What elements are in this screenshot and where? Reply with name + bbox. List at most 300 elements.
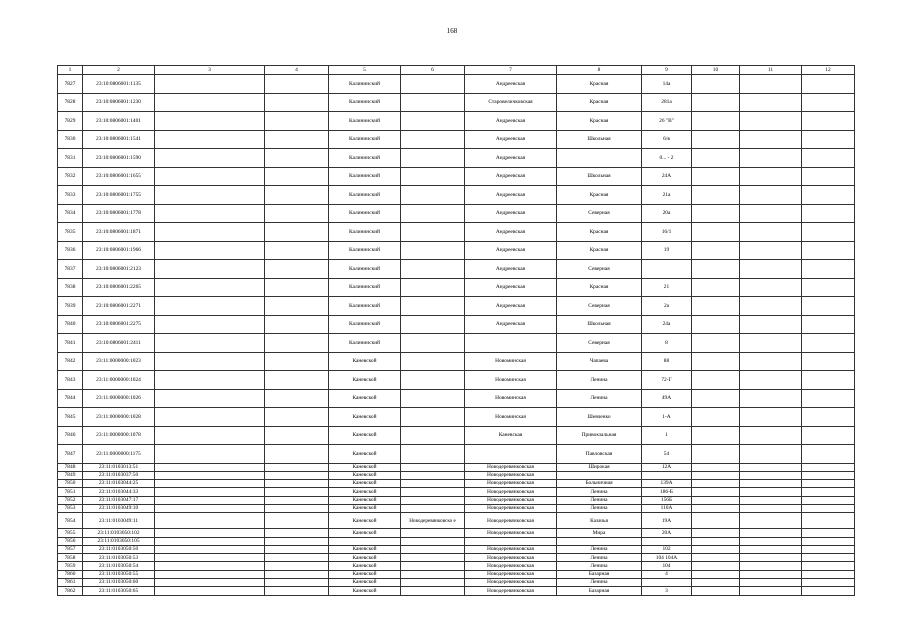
table-row	[58, 75, 855, 94]
cadastral-number: 23:10:0806001:2271	[83, 297, 155, 316]
street-cell	[557, 537, 642, 545]
district-cell: Каневской	[329, 570, 401, 578]
col12-cell	[802, 445, 855, 464]
house-number-cell	[642, 537, 692, 545]
settlement-cell	[465, 537, 557, 545]
col6-cell	[401, 167, 465, 186]
col4-cell	[265, 186, 329, 205]
col6-cell	[401, 445, 465, 464]
row-number: 7859	[58, 562, 83, 570]
house-number-cell	[642, 471, 692, 479]
house-number-cell: 54	[642, 445, 692, 464]
house-number-cell: 16/1	[642, 223, 692, 242]
row-number: 7854	[58, 513, 83, 529]
settlement-cell: Новодеревянковская	[465, 496, 557, 504]
col12-cell	[802, 537, 855, 545]
col10-cell	[692, 488, 740, 496]
house-number-cell: 24а	[642, 315, 692, 334]
settlement-cell: Андреевская	[465, 241, 557, 260]
registry-table	[57, 65, 855, 596]
district-cell: Калининский	[329, 315, 401, 334]
col12-cell	[802, 315, 855, 334]
cadastral-number: 23:11:0103044:33	[83, 488, 155, 496]
col3-cell	[155, 371, 265, 390]
district-cell: Каневской	[329, 513, 401, 529]
row-number: 7853	[58, 504, 83, 512]
settlement-cell: Андреевская	[465, 315, 557, 334]
col11-cell	[740, 587, 802, 595]
table-row	[58, 463, 855, 471]
table-row	[58, 260, 855, 279]
street-cell: Ленина	[557, 562, 642, 570]
col10-cell	[692, 545, 740, 553]
row-number: 7840	[58, 315, 83, 334]
district-cell: Каневской	[329, 426, 401, 445]
col11-cell	[740, 186, 802, 205]
table-row	[58, 545, 855, 553]
col6-cell	[401, 352, 465, 371]
house-number-cell	[642, 260, 692, 279]
district-cell: Каневской	[329, 529, 401, 537]
table-row	[58, 513, 855, 529]
settlement-cell: Андреевская	[465, 278, 557, 297]
table-row	[58, 241, 855, 260]
col12-cell	[802, 562, 855, 570]
settlement-cell	[465, 334, 557, 353]
col12-cell	[802, 570, 855, 578]
table-row	[58, 315, 855, 334]
district-cell: Каневской	[329, 496, 401, 504]
settlement-cell: Новодеревянковская	[465, 504, 557, 512]
col12-cell	[802, 389, 855, 408]
district-cell: Каневской	[329, 371, 401, 390]
settlement-cell: Андреевская	[465, 297, 557, 316]
district-cell	[329, 537, 401, 545]
row-number: 7860	[58, 570, 83, 578]
cadastral-number: 23:11:0000000:1024	[83, 371, 155, 390]
col6-cell	[401, 93, 465, 112]
col12-cell	[802, 204, 855, 223]
col11-cell	[740, 223, 802, 242]
street-cell: Школьная	[557, 167, 642, 186]
house-number-cell: 12А	[642, 463, 692, 471]
district-cell: Каневской	[329, 463, 401, 471]
col10-cell	[692, 537, 740, 545]
col12-cell	[802, 579, 855, 587]
row-number: 7837	[58, 260, 83, 279]
table-row	[58, 93, 855, 112]
col10-cell	[692, 278, 740, 297]
col10-cell	[692, 529, 740, 537]
cadastral-number: 23:10:0806001:2411	[83, 334, 155, 353]
col12-cell	[802, 587, 855, 595]
district-cell: Калининский	[329, 241, 401, 260]
row-number: 7832	[58, 167, 83, 186]
street-cell: Широкая	[557, 463, 642, 471]
district-cell: Каневской	[329, 562, 401, 570]
row-number: 7857	[58, 545, 83, 553]
col3-cell	[155, 112, 265, 131]
col4-cell	[265, 241, 329, 260]
district-cell: Калининский	[329, 204, 401, 223]
col3-cell	[155, 579, 265, 587]
col4-cell	[265, 579, 329, 587]
street-cell: Мира	[557, 529, 642, 537]
col4-cell	[265, 554, 329, 562]
col11-cell	[740, 496, 802, 504]
settlement-cell: Андреевская	[465, 75, 557, 94]
house-number-cell: 104	[642, 562, 692, 570]
col6-cell	[401, 260, 465, 279]
street-cell: Павловская	[557, 445, 642, 464]
district-cell: Калининский	[329, 149, 401, 168]
col4-cell	[265, 513, 329, 529]
row-number: 7845	[58, 408, 83, 427]
district-cell: Каневской	[329, 480, 401, 488]
col6-cell	[401, 223, 465, 242]
col12-cell	[802, 545, 855, 553]
settlement-cell: Новодеревянковская	[465, 570, 557, 578]
district-cell: Калининский	[329, 297, 401, 316]
header-row	[58, 66, 855, 75]
header-cell: 3	[155, 66, 265, 75]
house-number-cell: 0... - 2	[642, 149, 692, 168]
settlement-cell: Новодеревянковская	[465, 488, 557, 496]
street-cell: Школьная	[557, 130, 642, 149]
settlement-cell: Новоминская	[465, 352, 557, 371]
street-cell: Ленина	[557, 579, 642, 587]
table-row	[58, 496, 855, 504]
col6-cell	[401, 545, 465, 553]
col11-cell	[740, 167, 802, 186]
house-number-cell: 2а	[642, 297, 692, 316]
col6-cell	[401, 149, 465, 168]
col4-cell	[265, 149, 329, 168]
district-cell: Каневской	[329, 554, 401, 562]
header-cell: 10	[692, 66, 740, 75]
col3-cell	[155, 278, 265, 297]
col6-cell	[401, 426, 465, 445]
col4-cell	[265, 278, 329, 297]
col12-cell	[802, 504, 855, 512]
header-cell: 11	[740, 66, 802, 75]
col3-cell	[155, 488, 265, 496]
col11-cell	[740, 315, 802, 334]
district-cell: Калининский	[329, 75, 401, 94]
cadastral-number: 23:11:0103047:17	[83, 496, 155, 504]
row-number: 7848	[58, 463, 83, 471]
col4-cell	[265, 545, 329, 553]
street-cell	[557, 149, 642, 168]
col10-cell	[692, 471, 740, 479]
col4-cell	[265, 112, 329, 131]
col4-cell	[265, 529, 329, 537]
cadastral-number: 23:11:0103050:54	[83, 562, 155, 570]
table-row	[58, 579, 855, 587]
street-cell: Ленина	[557, 371, 642, 390]
col6-cell	[401, 75, 465, 94]
col4-cell	[265, 570, 329, 578]
col10-cell	[692, 223, 740, 242]
col6-cell	[401, 537, 465, 545]
col12-cell	[802, 513, 855, 529]
table-row	[58, 371, 855, 390]
street-cell: Базарная	[557, 587, 642, 595]
col11-cell	[740, 297, 802, 316]
cadastral-number: 23:11:0000000:1026	[83, 389, 155, 408]
col11-cell	[740, 529, 802, 537]
col6-cell	[401, 570, 465, 578]
row-number: 7843	[58, 371, 83, 390]
col6-cell	[401, 389, 465, 408]
table-row	[58, 112, 855, 131]
settlement-cell: Новоминская	[465, 371, 557, 390]
cadastral-number: 23:11:0103013:51	[83, 463, 155, 471]
street-cell: Красная	[557, 93, 642, 112]
page-number: 168	[446, 27, 458, 35]
col10-cell	[692, 260, 740, 279]
col11-cell	[740, 260, 802, 279]
col3-cell	[155, 223, 265, 242]
col12-cell	[802, 371, 855, 390]
table-row	[58, 223, 855, 242]
col6-cell	[401, 471, 465, 479]
col3-cell	[155, 167, 265, 186]
street-cell: Чапаева	[557, 352, 642, 371]
table-row	[58, 426, 855, 445]
settlement-cell: Старовеличковская	[465, 93, 557, 112]
cadastral-number: 23:11:0103037:50	[83, 471, 155, 479]
district-cell: Каневской	[329, 408, 401, 427]
table-row	[58, 278, 855, 297]
row-number: 7851	[58, 488, 83, 496]
col11-cell	[740, 112, 802, 131]
header-cell: 5	[329, 66, 401, 75]
settlement-cell: Новоминская	[465, 408, 557, 427]
settlement-cell: Андреевская	[465, 149, 557, 168]
street-cell: Красная	[557, 186, 642, 205]
header-cell: 9	[642, 66, 692, 75]
cadastral-number: 23:11:0103050:65	[83, 587, 155, 595]
col6-cell	[401, 186, 465, 205]
col11-cell	[740, 480, 802, 488]
col6-cell	[401, 562, 465, 570]
col11-cell	[740, 545, 802, 553]
col10-cell	[692, 75, 740, 94]
col12-cell	[802, 408, 855, 427]
col4-cell	[265, 223, 329, 242]
col10-cell	[692, 130, 740, 149]
house-number-cell: 139А	[642, 480, 692, 488]
district-cell: Каневской	[329, 587, 401, 595]
house-number-cell: 186-Б	[642, 488, 692, 496]
col10-cell	[692, 513, 740, 529]
col6-cell	[401, 315, 465, 334]
col10-cell	[692, 149, 740, 168]
cadastral-number: 23:11:0103050:53	[83, 554, 155, 562]
table-row	[58, 471, 855, 479]
district-cell: Калининский	[329, 186, 401, 205]
district-cell: Калининский	[329, 167, 401, 186]
cadastral-number: 23:11:0103049:11	[83, 513, 155, 529]
row-number: 7831	[58, 149, 83, 168]
header-cell: 7	[465, 66, 557, 75]
col3-cell	[155, 389, 265, 408]
settlement-cell: Новодеревянковская	[465, 587, 557, 595]
row-number: 7830	[58, 130, 83, 149]
row-number: 7846	[58, 426, 83, 445]
col12-cell	[802, 334, 855, 353]
col12-cell	[802, 186, 855, 205]
table-row	[58, 504, 855, 512]
cadastral-number: 23:10:0806001:1401	[83, 112, 155, 131]
col6-cell	[401, 529, 465, 537]
col4-cell	[265, 537, 329, 545]
cadastral-number: 23:11:0103050:102	[83, 529, 155, 537]
header-cell: 4	[265, 66, 329, 75]
col12-cell	[802, 130, 855, 149]
table-row	[58, 445, 855, 464]
col4-cell	[265, 167, 329, 186]
col3-cell	[155, 504, 265, 512]
col4-cell	[265, 204, 329, 223]
street-cell: Северная	[557, 260, 642, 279]
col3-cell	[155, 529, 265, 537]
col10-cell	[692, 463, 740, 471]
col4-cell	[265, 315, 329, 334]
settlement-cell: Новодеревянковская	[465, 480, 557, 488]
house-number-cell: 19	[642, 241, 692, 260]
col4-cell	[265, 371, 329, 390]
cadastral-number: 23:10:0806001:1590	[83, 149, 155, 168]
col12-cell	[802, 426, 855, 445]
col12-cell	[802, 241, 855, 260]
row-number: 7829	[58, 112, 83, 131]
table-row	[58, 149, 855, 168]
col10-cell	[692, 504, 740, 512]
col3-cell	[155, 93, 265, 112]
col4-cell	[265, 426, 329, 445]
col10-cell	[692, 297, 740, 316]
col4-cell	[265, 587, 329, 595]
settlement-cell: Каневская	[465, 426, 557, 445]
street-cell: Красная	[557, 223, 642, 242]
cadastral-number: 23:11:0103050:55	[83, 570, 155, 578]
house-number-cell: 21	[642, 278, 692, 297]
house-number-cell: 156Б	[642, 496, 692, 504]
house-number-cell: 8	[642, 334, 692, 353]
col3-cell	[155, 587, 265, 595]
row-number: 7847	[58, 445, 83, 464]
row-number: 7849	[58, 471, 83, 479]
col10-cell	[692, 204, 740, 223]
col12-cell	[802, 75, 855, 94]
table-row	[58, 408, 855, 427]
col3-cell	[155, 297, 265, 316]
row-number: 7858	[58, 554, 83, 562]
col12-cell	[802, 471, 855, 479]
house-number-cell: 26 "В"	[642, 112, 692, 131]
table-row	[58, 587, 855, 595]
col12-cell	[802, 463, 855, 471]
col6-cell	[401, 554, 465, 562]
col3-cell	[155, 463, 265, 471]
col10-cell	[692, 167, 740, 186]
settlement-cell: Новодеревянковская	[465, 471, 557, 479]
header-cell: 1	[58, 66, 83, 75]
col10-cell	[692, 389, 740, 408]
col6-cell	[401, 278, 465, 297]
district-cell: Калининский	[329, 112, 401, 131]
col10-cell	[692, 241, 740, 260]
district-cell: Калининский	[329, 223, 401, 242]
col11-cell	[740, 93, 802, 112]
col10-cell	[692, 445, 740, 464]
col3-cell	[155, 513, 265, 529]
col4-cell	[265, 93, 329, 112]
col6-cell	[401, 587, 465, 595]
settlement-cell: Новодеревянковская	[465, 545, 557, 553]
col11-cell	[740, 554, 802, 562]
cadastral-number: 23:10:0806001:1966	[83, 241, 155, 260]
street-cell: Северная	[557, 297, 642, 316]
cadastral-number: 23:10:0806001:1541	[83, 130, 155, 149]
col4-cell	[265, 75, 329, 94]
col4-cell	[265, 408, 329, 427]
house-number-cell: 72-Г	[642, 371, 692, 390]
table-row	[58, 186, 855, 205]
col6-cell	[401, 297, 465, 316]
col12-cell	[802, 223, 855, 242]
col6-cell	[401, 496, 465, 504]
col11-cell	[740, 570, 802, 578]
col10-cell	[692, 496, 740, 504]
col3-cell	[155, 445, 265, 464]
street-cell: Ленина	[557, 545, 642, 553]
col10-cell	[692, 186, 740, 205]
col4-cell	[265, 488, 329, 496]
street-cell: Красная	[557, 75, 642, 94]
street-cell: Ленина	[557, 488, 642, 496]
settlement-cell: Андреевская	[465, 167, 557, 186]
settlement-cell: Андреевская	[465, 204, 557, 223]
cadastral-number: 23:11:0000000:1028	[83, 408, 155, 427]
col6-cell	[401, 334, 465, 353]
table-row	[58, 562, 855, 570]
col6-cell	[401, 241, 465, 260]
cadastral-number: 23:10:0806001:1755	[83, 186, 155, 205]
house-number-cell: 24А	[642, 167, 692, 186]
street-cell: Ленина	[557, 496, 642, 504]
district-cell: Каневской	[329, 352, 401, 371]
col11-cell	[740, 241, 802, 260]
street-cell	[557, 471, 642, 479]
cadastral-number: 23:11:0000000:1175	[83, 445, 155, 464]
row-number: 7841	[58, 334, 83, 353]
house-number-cell: 104 104А	[642, 554, 692, 562]
col11-cell	[740, 504, 802, 512]
col10-cell	[692, 93, 740, 112]
row-number: 7834	[58, 204, 83, 223]
settlement-cell	[465, 445, 557, 464]
col11-cell	[740, 334, 802, 353]
cadastral-number: 23:10:0806001:1778	[83, 204, 155, 223]
header-cell: 12	[802, 66, 855, 75]
col4-cell	[265, 334, 329, 353]
house-number-cell: 4	[642, 570, 692, 578]
col3-cell	[155, 260, 265, 279]
cadastral-number: 23:10:0806001:1135	[83, 75, 155, 94]
